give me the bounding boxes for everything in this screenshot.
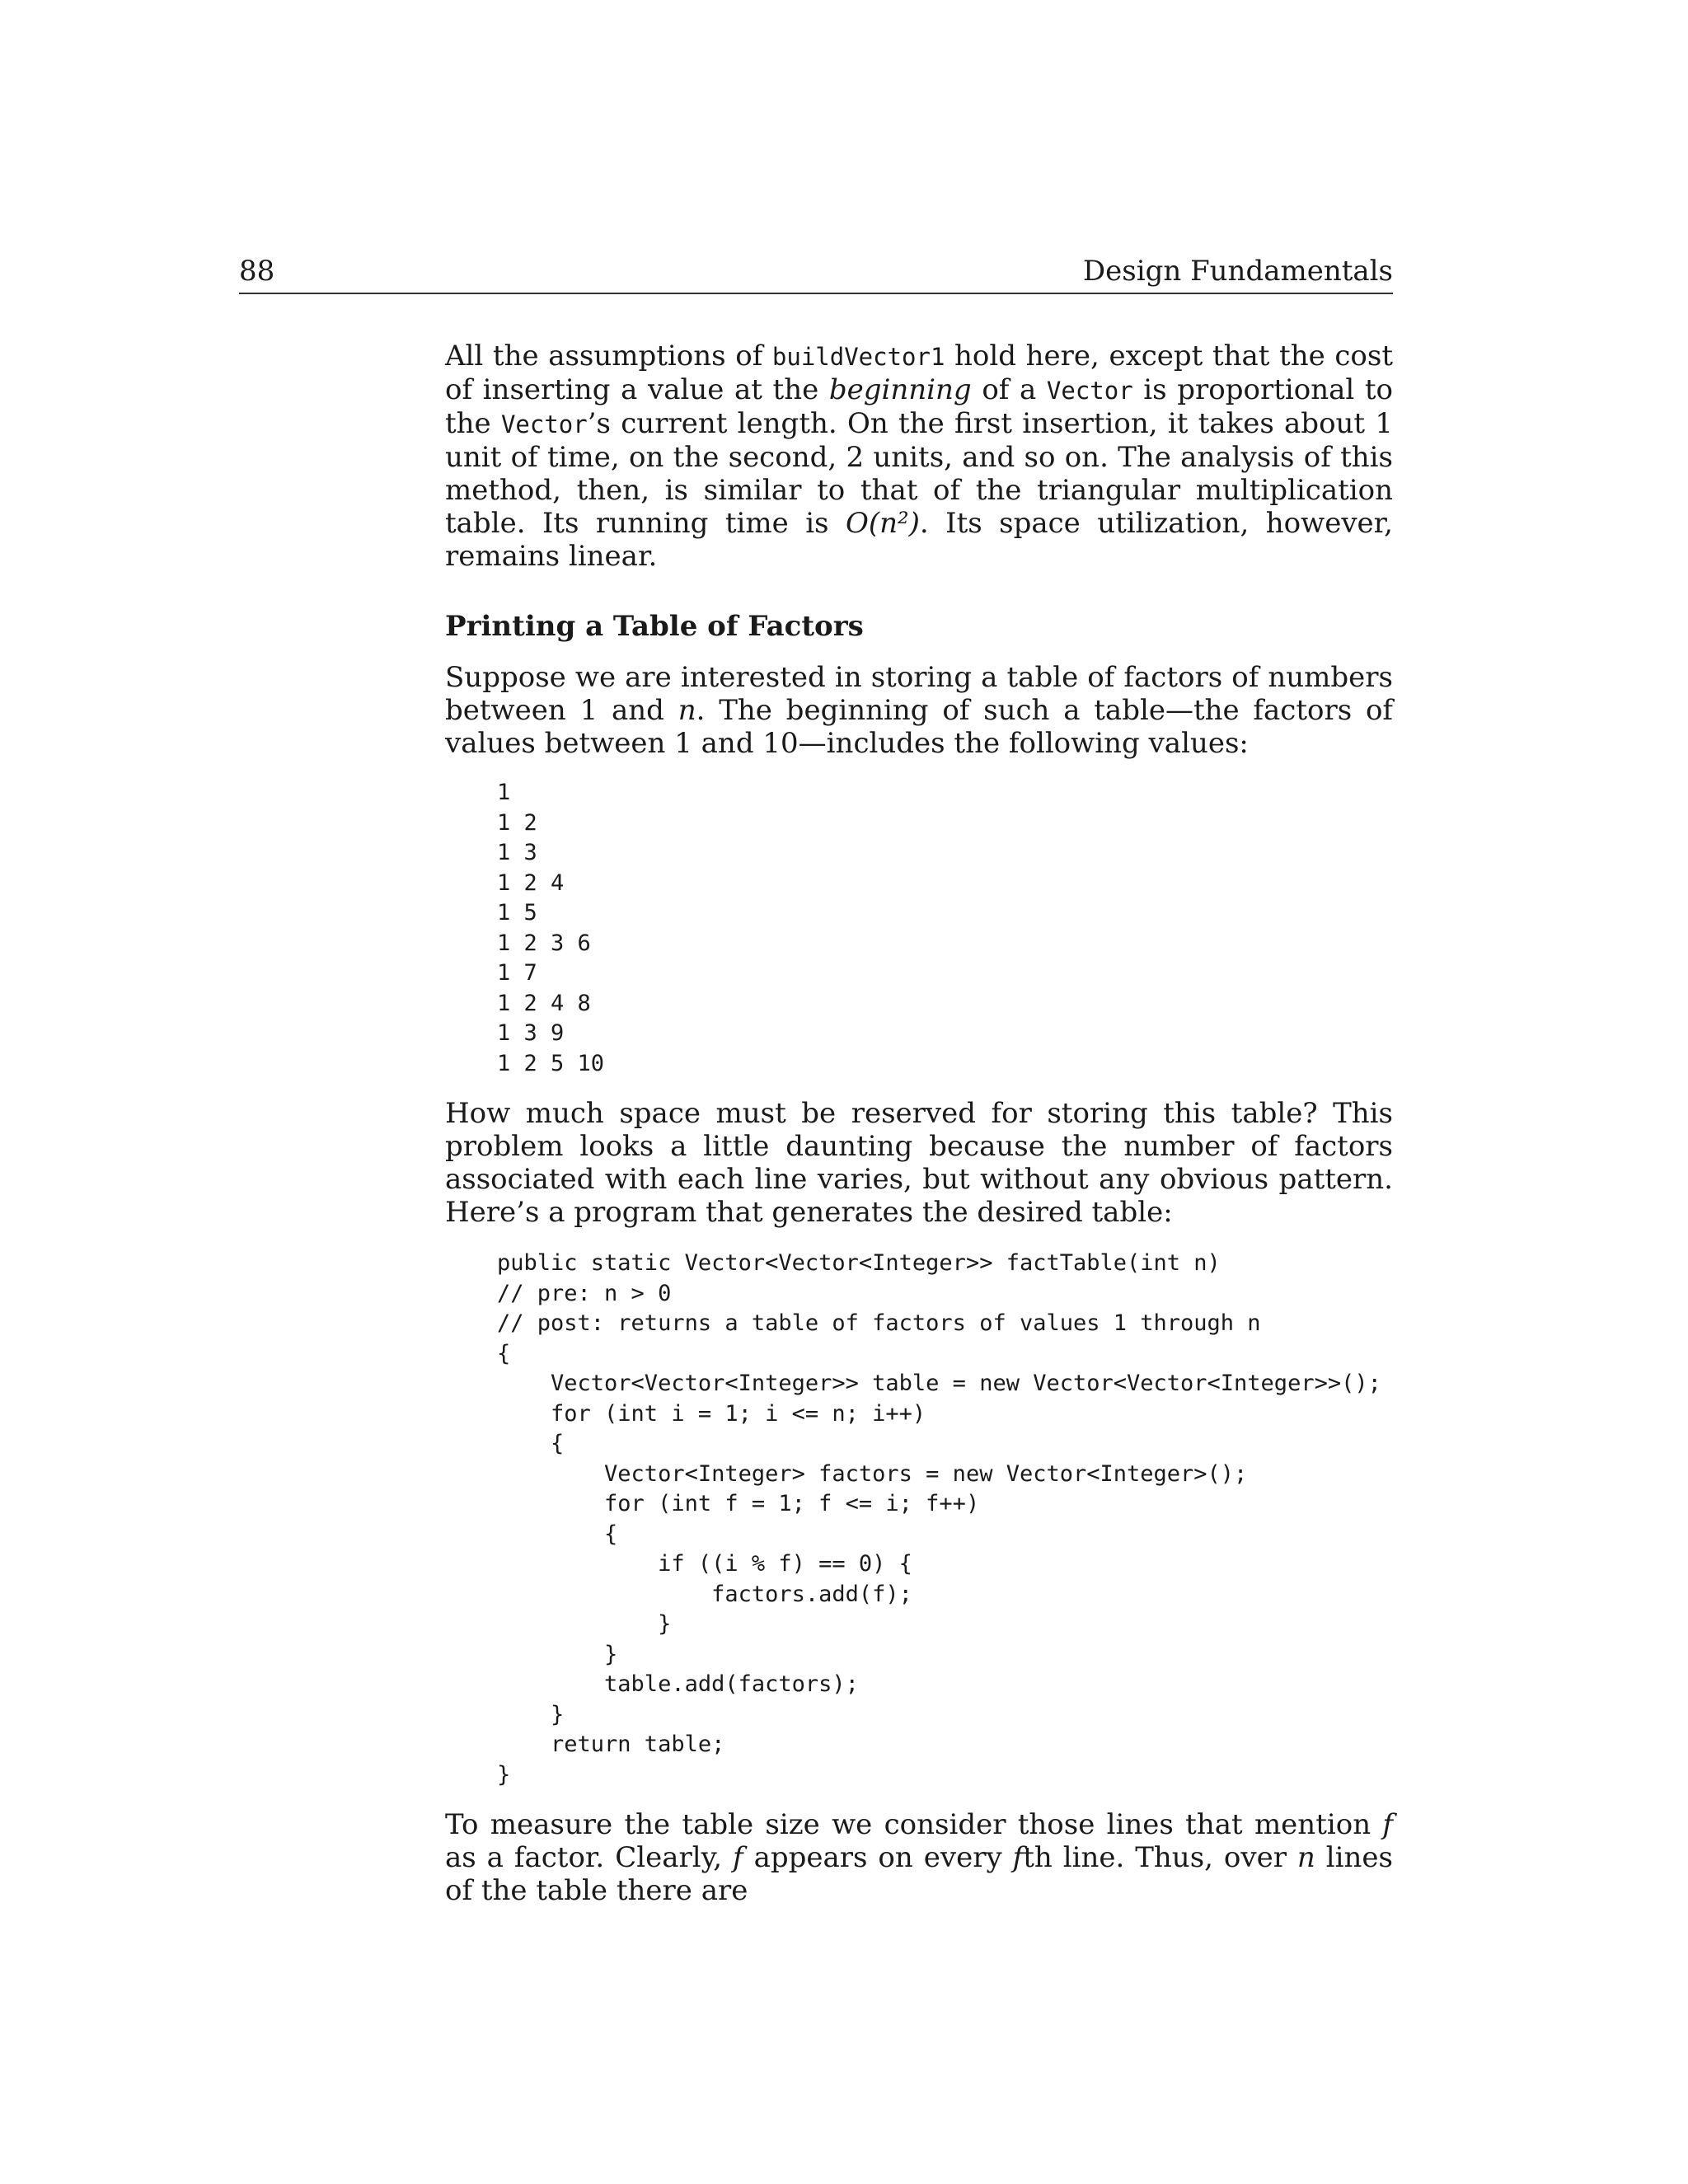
text-run: is proportional to the [445, 373, 1394, 440]
code-line: return table; [497, 1732, 725, 1757]
paragraph-space-question: How much space must be reserved for storing this table? This problem looks a little daunting because the number of factors associated with each line varies, but without any obvious pattern. Here’s a program that generates the desired table: [445, 1097, 1393, 1229]
text-run: All the assumptions of [445, 340, 772, 373]
factor-row: 1 2 4 8 [497, 990, 591, 1016]
code-listing [445, 1249, 1393, 1790]
math-f: f [733, 1841, 743, 1874]
inline-code-buildvector1: buildVector1 [771, 343, 945, 371]
code-line: } [497, 1641, 618, 1667]
inline-code-vector: Vector [1046, 377, 1133, 405]
code-line: public static Vector<Vector<Integer>> factTable(int n) [497, 1250, 1221, 1276]
code-line: } [497, 1701, 565, 1727]
section-heading: Printing a Table of Factors [445, 610, 864, 643]
code-line: factors.add(f); [497, 1581, 912, 1607]
code-line: table.add(factors); [497, 1671, 859, 1697]
text-run: . Its space utilization, however, remains linear. [445, 507, 1393, 573]
text-run: of a [971, 373, 1047, 406]
code-line: { [497, 1431, 565, 1456]
factor-row: 1 3 9 [497, 1020, 565, 1046]
page-header [239, 251, 1393, 294]
emphasis-beginning: beginning [828, 373, 972, 406]
math-big-o: O(n²) [845, 507, 920, 540]
factor-table [445, 778, 1393, 1079]
code-line: } [497, 1611, 672, 1637]
text-run: as a factor. Clearly, [445, 1841, 734, 1874]
math-n: n [678, 694, 696, 727]
code-line: } [497, 1761, 511, 1788]
code-line: { [497, 1340, 511, 1366]
factor-row: 1 2 5 10 [497, 1050, 605, 1076]
text-run: ’s current length. On the first insertion, it takes about 1 unit of time, on the second, 2 units, and so on. The analysis of this method, then, is similar to that of the triangular multiplication table. Its running time is [445, 407, 1394, 540]
code-line: if ((i % f) == 0) { [497, 1551, 912, 1577]
text-run: lines of the table there are [445, 1841, 1393, 1907]
code-line: for (int i = 1; i <= n; i++) [497, 1400, 926, 1427]
text-run: appears on every [743, 1841, 1013, 1874]
text-run: . The beginning of such a table—the factors of values between 1 and 10—includes the following values: [445, 694, 1393, 760]
factor-row: 1 3 [497, 840, 537, 865]
code-line: { [497, 1521, 618, 1547]
factor-row: 1 7 [497, 960, 537, 986]
code-line: for (int f = 1; f <= i; f++) [497, 1491, 980, 1516]
paragraph-table-size [445, 1808, 1393, 1907]
inline-code-vector: Vector [500, 410, 588, 438]
paragraph-factors-intro [445, 661, 1393, 760]
factor-row: 1 2 [497, 809, 537, 836]
running-title: Design Fundamentals [1082, 255, 1393, 288]
page-number: 88 [239, 255, 275, 288]
text-run: To measure the table size we consider those lines that mention [445, 1808, 1383, 1841]
factor-row: 1 [497, 780, 511, 805]
text-run: hold here, except that the cost of inserting a value at the [445, 340, 1393, 406]
factor-row: 1 2 4 [497, 869, 565, 896]
text-run: Suppose we are interested in storing a table of factors of numbers between 1 and [445, 661, 1393, 727]
text-run: th line. Thus, over [1023, 1841, 1297, 1874]
factor-row: 1 2 3 6 [497, 930, 591, 956]
code-line: Vector<Vector<Integer>> table = new Vector<Vector<Integer>>(); [497, 1371, 1381, 1396]
math-f: f [1012, 1841, 1024, 1874]
paragraph-assumptions [445, 340, 1393, 573]
code-line: // pre: n > 0 [497, 1280, 672, 1306]
math-f: f [1382, 1808, 1393, 1841]
page-content [445, 340, 1393, 1907]
code-line: Vector<Integer> factors = new Vector<Integer>(); [497, 1460, 1248, 1487]
math-n: n [1296, 1841, 1315, 1874]
code-line: // post: returns a table of factors of values 1 through n [497, 1310, 1261, 1336]
factor-row: 1 5 [497, 900, 537, 926]
